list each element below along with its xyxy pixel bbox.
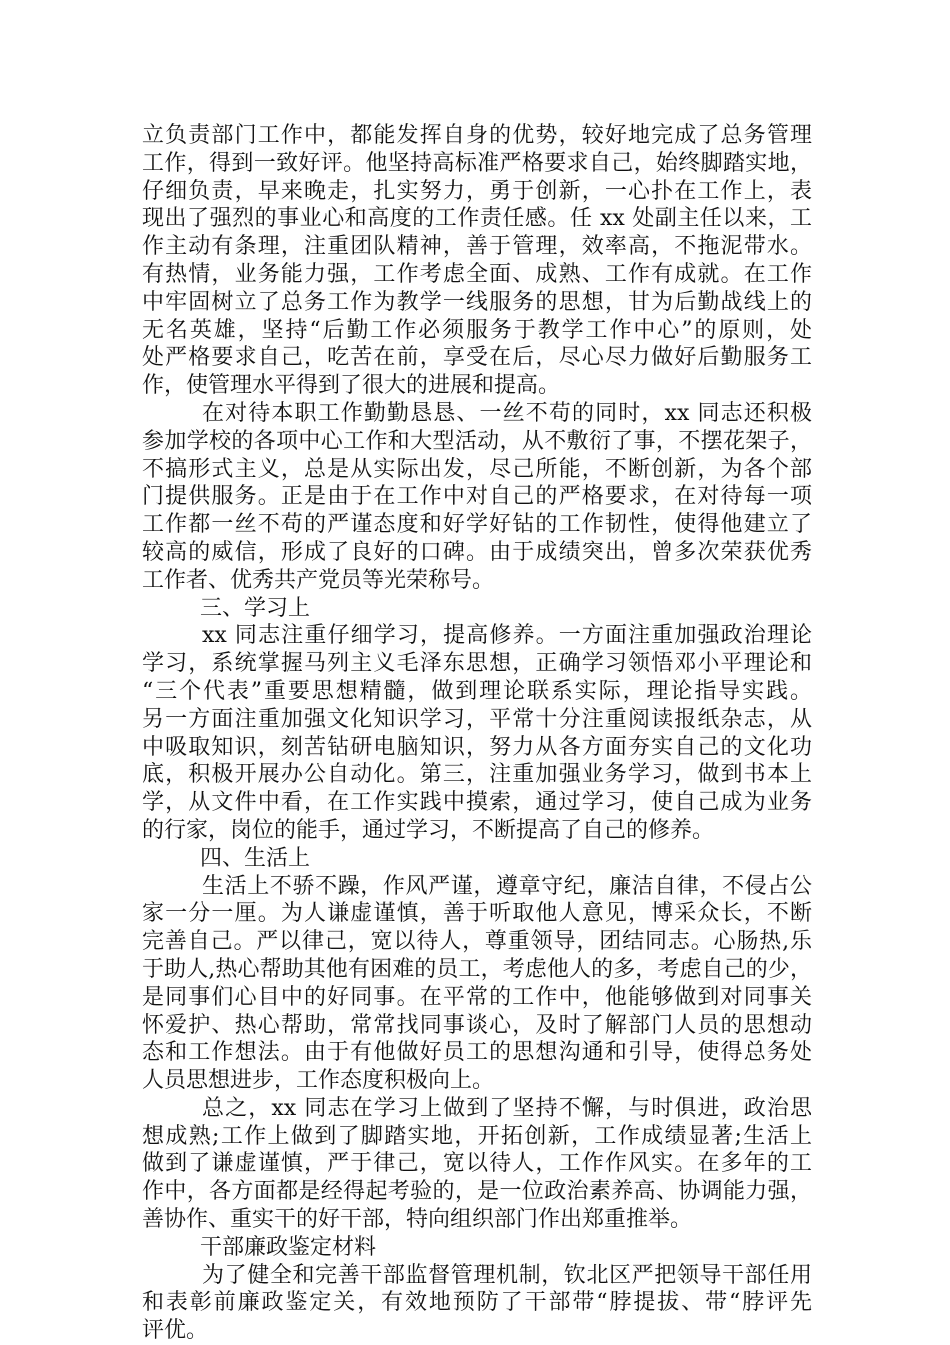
text-line: 不搞形式主义，总是从实际出发，尽己所能，不断创新，为各个部 [142,456,812,482]
section-heading [142,595,812,623]
body-paragraph [142,1095,812,1234]
text-line: 工作者、优秀共产党员等光荣称号。 [142,567,495,593]
text-line: 底，积极开展办公自动化。第三，注重加强业务学习，做到书本上 [142,762,812,788]
text-line: 参加学校的各项中心工作和大型活动，从不敷衍了事，不摆花架子， [142,428,812,454]
text-line: 学习，系统掌握马列主义毛泽东思想，正确学习领悟邓小平理论和 [142,651,812,677]
text-line: 仔细负责，早来晚走，扎实努力，勇于创新，一心扑在工作上，表 [142,178,812,204]
text-line: 作主动有条理，注重团队精神，善于管理，效率高，不拖泥带水。 [142,234,812,260]
text-line: 做到了谦虚谨慎，严于律己，宽以待人，工作作风实。在多年的工 [142,1151,812,1177]
text-line: 人员思想进步，工作态度积极向上。 [142,1068,495,1094]
text-line: 怀爱护、热心帮助，常常找同事谈心，及时了解部门人员的思想动 [142,1012,812,1038]
section-heading [142,1234,812,1262]
text-line: 另一方面注重加强文化知识学习，平常十分注重阅读报纸杂志，从 [142,706,812,732]
body-paragraph [142,400,812,595]
text-line: xx 同志注重仔细学习，提高修养。一方面注重加强政治理论 [202,623,812,649]
text-line: 在对待本职工作勤勤恳恳、一丝不苟的同时，xx 同志还积极 [202,400,812,426]
heading-text: 四、生活上 [200,845,311,871]
text-line: 态和工作想法。由于有他做好员工的思想沟通和引导，使得总务处 [142,1040,812,1066]
text-line: 工作，得到一致好评。他坚持高标准严格要求自己，始终脚踏实地， [142,150,812,176]
document-page [142,122,812,1345]
heading-text: 干部廉政鉴定材料 [200,1234,377,1260]
body-paragraph [142,122,812,400]
text-line: 是同事们心目中的好同事。在平常的工作中，他能够做到对同事关 [142,984,812,1010]
text-line: 无名英雄，坚持“后勤工作必须服务于教学工作中心”的原则，处 [142,317,812,343]
body-paragraph [142,622,812,844]
text-line: 学，从文件中看，在工作实践中摸索，通过学习，使自己成为业务 [142,790,812,816]
text-line: 工作都一丝不苟的严谨态度和好学好钻的工作韧性，使得他建立了 [142,512,812,538]
text-line: 评优。 [142,1318,209,1344]
text-line: 处严格要求自己，吃苦在前，享受在后，尽心尽力做好后勤服务工 [142,345,812,371]
text-line: 完善自己。严以律己，宽以待人，尊重领导，团结同志。心肠热,乐 [142,929,812,955]
text-line: 立负责部门工作中，都能发挥自身的优势，较好地完成了总务管理 [142,123,812,148]
text-line: 总之，xx 同志在学习上做到了坚持不懈，与时俱进，政治思 [202,1095,812,1121]
text-line: 门提供服务。正是由于在工作中对自己的严格要求，在对待每一项 [142,484,812,510]
text-line: 现出了强烈的事业心和高度的工作责任感。任 xx 处副主任以来，工 [142,206,812,232]
section-heading [142,845,812,873]
text-line: 中牢固树立了总务工作为教学一线服务的思想，甘为后勤战线上的 [142,289,812,315]
text-line: 于助人,热心帮助其他有困难的员工，考虑他人的多，考虑自己的少， [142,956,812,982]
text-line: 较高的威信，形成了良好的口碑。由于成绩突出，曾多次荣获优秀 [142,539,812,565]
text-line: 善协作、重实干的好干部，特向组织部门作出郑重推举。 [142,1207,693,1233]
text-line: 的行家，岗位的能手，通过学习，不断提高了自己的修养。 [142,817,715,843]
text-line: 生活上不骄不躁，作风严谨，遵章守纪，廉洁自律，不侵占公 [202,873,812,899]
text-line: 为了健全和完善干部监督管理机制，钦北区严把领导干部任用 [202,1262,812,1288]
body-paragraph [142,1262,812,1345]
text-line: 和表彰前廉政鉴定关，有效地预防了干部带“脖提拔、带“脖评先 [142,1290,812,1316]
text-line: 家一分一厘。为人谦虚谨慎，善于听取他人意见，博采众长，不断 [142,901,812,927]
text-line: 中吸取知识，刻苦钻研电脑知识，努力从各方面夯实自己的文化功 [142,734,812,760]
text-line: “三个代表”重要思想精髓，做到理论联系实际，理论指导实践。 [142,678,812,704]
text-line: 有热情，业务能力强，工作考虑全面、成熟、工作有成就。在工作 [142,261,812,287]
heading-text: 三、学习上 [200,595,311,621]
body-paragraph [142,873,812,1095]
text-line: 作中，各方面都是经得起考验的，是一位政治素养高、协调能力强， [142,1179,812,1205]
text-line: 作，使管理水平得到了很大的进展和提高。 [142,373,561,399]
text-line: 想成熟;工作上做到了脚踏实地，开拓创新，工作成绩显著;生活上 [142,1123,812,1149]
